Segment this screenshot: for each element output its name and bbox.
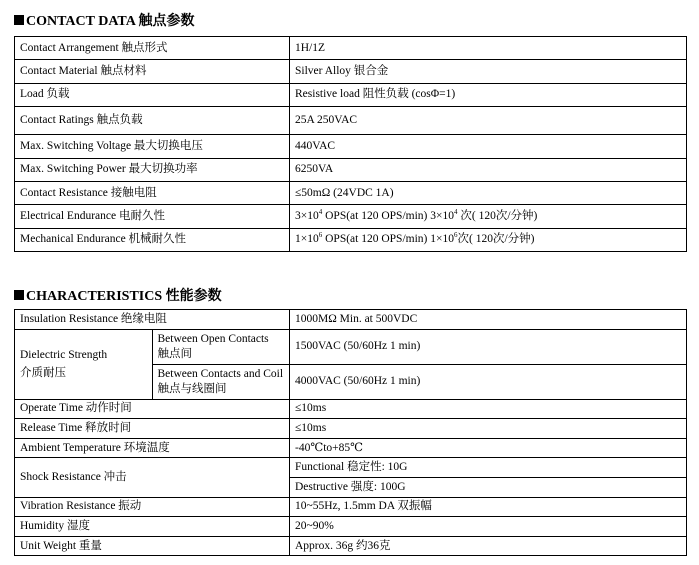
contact-data-table (14, 36, 687, 252)
row-value: ≤10ms (290, 419, 687, 439)
row-label: Contact Ratings 触点负载 (15, 107, 290, 135)
row-value: Silver Alloy 银合金 (290, 60, 687, 83)
row-label: Ambient Temperature 环境温度 (15, 438, 290, 458)
value-part: 次( 120次/分钟) (457, 210, 538, 223)
table-row (15, 497, 687, 517)
table-row (15, 228, 687, 251)
row-label: Mechanical Endurance 机械耐久性 (15, 228, 290, 251)
row-value: -40℃to+85℃ (290, 438, 687, 458)
table-row (15, 83, 687, 106)
row-value: 1H/1Z (290, 37, 687, 60)
value-part: 3×10 (295, 210, 319, 223)
row-value: 1000MΩ Min. at 500VDC (290, 310, 687, 330)
row-label: Release Time 释放时间 (15, 419, 290, 439)
table-row (15, 181, 687, 204)
dielectric-label-en: Dielectric Strength (20, 348, 108, 361)
row-label: Unit Weight 重量 (15, 536, 290, 556)
row-label: Contact Resistance 接触电阻 (15, 181, 290, 204)
sub-label-cn: 触点间 (157, 347, 192, 360)
sub-label (152, 364, 290, 399)
row-label: Contact Arrangement 触点形式 (15, 37, 290, 60)
row-value: Resistive load 阻性负载 (cosΦ=1) (290, 83, 687, 106)
row-value: Approx. 36g 约36克 (290, 536, 687, 556)
sub-label (152, 329, 290, 364)
sub-label-en: Between Open Contacts (157, 332, 269, 345)
value-part: 次( 120次/分钟) (457, 233, 535, 246)
row-value: Functional 稳定性: 10G (290, 458, 687, 478)
table-row (15, 399, 687, 419)
table-row (15, 438, 687, 458)
row-value: Destructive 强度: 100G (290, 477, 687, 497)
row-value: 6250VA (290, 158, 687, 181)
dielectric-label (15, 329, 153, 399)
row-label: Max. Switching Power 最大切换功率 (15, 158, 290, 181)
sub-label-en: Between Contacts and Coil (157, 367, 284, 380)
contact-data-heading (14, 10, 195, 30)
value-part: OPS(at 120 OPS/min) 1×10 (322, 233, 454, 246)
characteristics-heading (14, 285, 222, 305)
characteristics-table (14, 309, 687, 556)
dielectric-label-cn: 介质耐压 (20, 366, 66, 379)
row-value: 4000VAC (50/60Hz 1 min) (290, 364, 687, 399)
table-row (15, 310, 687, 330)
row-label: Electrical Endurance 电耐久性 (15, 205, 290, 228)
characteristics-title: CHARACTERISTICS 性能参数 (26, 289, 222, 304)
row-value: ≤50mΩ (24VDC 1A) (290, 181, 687, 204)
value-part: 1×10 (295, 233, 319, 246)
table-row (15, 158, 687, 181)
row-label: Humidity 湿度 (15, 517, 290, 537)
value-part: OPS(at 120 OPS/min) 3×10 (322, 210, 454, 223)
row-label: Shock Resistance 冲击 (15, 458, 290, 497)
row-label: Insulation Resistance 绝缘电阻 (15, 310, 290, 330)
contact-data-title: CONTACT DATA 触点参数 (26, 14, 195, 29)
row-value: 1500VAC (50/60Hz 1 min) (290, 329, 687, 364)
table-row (15, 107, 687, 135)
row-value: 25A 250VAC (290, 107, 687, 135)
row-value: 20~90% (290, 517, 687, 537)
row-label: Max. Switching Voltage 最大切换电压 (15, 135, 290, 158)
table-row (15, 458, 687, 478)
table-row (15, 419, 687, 439)
square-bullet-icon (14, 290, 24, 300)
exponent: 6 (318, 231, 323, 240)
row-value: 10~55Hz, 1.5mm DA 双振幅 (290, 497, 687, 517)
row-value (290, 228, 687, 251)
table-row (15, 329, 687, 364)
exponent: 4 (318, 208, 323, 217)
row-label: Load 负载 (15, 83, 290, 106)
table-row (15, 60, 687, 83)
row-label: Contact Material 触点材料 (15, 60, 290, 83)
row-label: Vibration Resistance 振动 (15, 497, 290, 517)
row-value (290, 205, 687, 228)
square-bullet-icon (14, 15, 24, 25)
row-label: Operate Time 动作时间 (15, 399, 290, 419)
table-row (15, 37, 687, 60)
sub-label-cn: 触点与线圈间 (157, 382, 227, 395)
exponent: 6 (453, 231, 458, 240)
row-value: ≤10ms (290, 399, 687, 419)
table-row (15, 135, 687, 158)
table-row (15, 205, 687, 228)
row-value: 440VAC (290, 135, 687, 158)
table-row (15, 536, 687, 556)
exponent: 4 (453, 208, 458, 217)
table-row (15, 517, 687, 537)
